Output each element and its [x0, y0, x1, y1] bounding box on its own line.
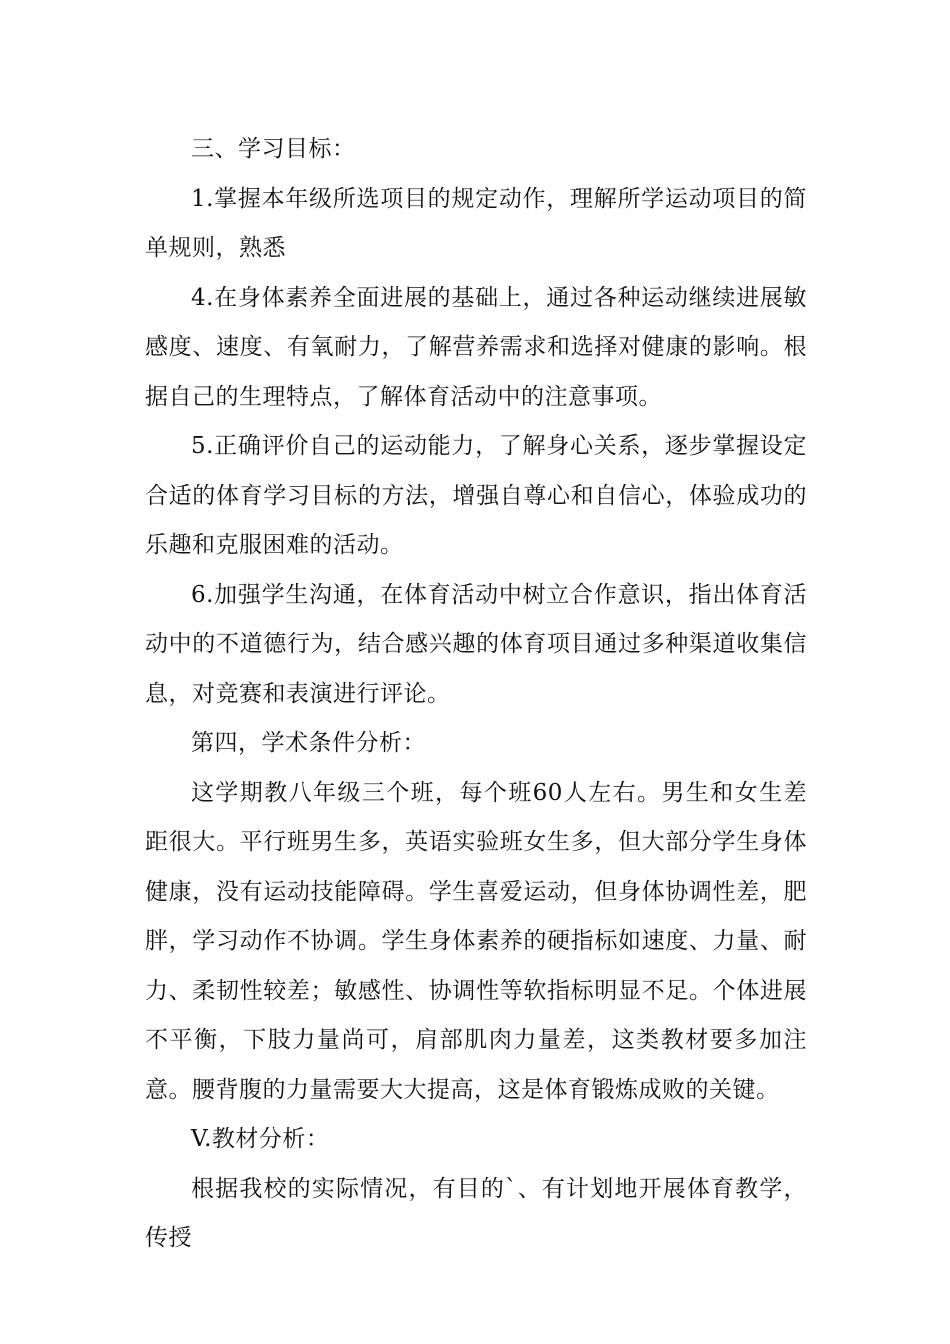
- paragraph-goal-4: 4.在身体素养全面进展的基础上，通过各种运动继续进展敏感度、速度、有氧耐力，了解营养需求和选择对健康的影响。根据自己的生理特点，了解体育活动中的注意事项。: [145, 284, 807, 410]
- section-heading-textbook-analysis: V.教材分析：: [191, 1126, 330, 1152]
- paragraph-goal-6: 6.加强学生沟通，在体育活动中树立合作意识，指出体育活动中的不道德行为，结合感兴趣的体育项目通过多种渠道收集信息，对竞赛和表演进行评论。: [145, 581, 807, 707]
- paragraph-goal-5: 5.正确评价自己的运动能力，了解身心关系，逐步掌握设定合适的体育学习目标的方法，增强自尊心和自信心，体验成功的乐趣和克服困难的活动。: [145, 433, 807, 558]
- document-body: [145, 125, 807, 1264]
- section-heading-academic-analysis: 第四，学术条件分析：: [191, 730, 426, 756]
- section-heading-learning-goals: 三、学习目标：: [191, 136, 356, 162]
- paragraph-academic-analysis: 这学期教八年级三个班，每个班60人左右。男生和女生差距很大。平行班男生多，英语实验班女生多，但大部分学生身体健康，没有运动技能障碍。学生喜爱运动，但身体协调性差，肥胖，学习动作不协调。学生身体素养的硬指标如速度、力量、耐力、柔韧性较差；敏感性、协调性等软指标明显不足。个体进展不平衡，下肢力量尚可，肩部肌肉力量差，这类教材要多加注意。腰背腹的力量需要大大提高，这是体育锻炼成败的关键。: [145, 779, 807, 1103]
- paragraph-textbook-analysis: 根据我校的实际情况，有目的`、有计划地开展体育教学，传授: [145, 1175, 807, 1251]
- paragraph-goal-1: 1.掌握本年级所选项目的规定动作，理解所学运动项目的简单规则，熟悉: [145, 185, 807, 261]
